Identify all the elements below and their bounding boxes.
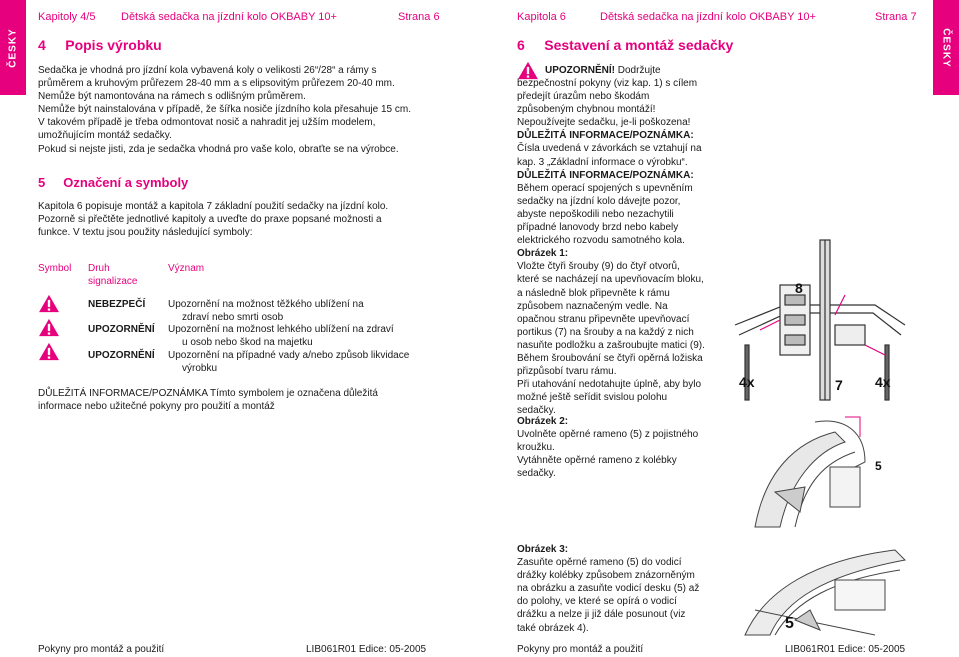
figure3-insertion-illustration xyxy=(735,540,915,640)
text-line: elektrického rozvodu samotného kola. xyxy=(517,235,685,247)
text-line: na obrázku a zasuňte vodicí desku (5) až xyxy=(517,583,700,595)
text-line: průměrem a kruhovým průřezem 28-40 mm a s elipsovitým průřezem 20-40 mm. xyxy=(38,78,395,90)
text-line: také obrázek 4). xyxy=(517,622,589,634)
section6-heading: 6 Sestavení a montáž sedačky xyxy=(517,37,734,53)
text-line: zdraví nebo smrti osob xyxy=(182,312,284,323)
text-line: Sedačka je vhodná pro jízdní kola vybavená koly o velikosti 26“/28“ a rámy s xyxy=(38,65,377,76)
text-line: Čísla uvedená v závorkách se vztahují na xyxy=(517,143,702,155)
text-line: způsobeným chybnou montáží! xyxy=(517,104,656,116)
notice-warning-icon xyxy=(38,342,60,361)
text-line: Pozorně si přečtěte jednotlivé kapitoly a uveďte do praxe popsané možnosti a xyxy=(38,214,382,226)
footer-left: Pokyny pro montáž a použití xyxy=(38,644,165,655)
figure-title: Obrázek 3: xyxy=(517,544,569,555)
note-title: DŮLEŽITÁ INFORMACE/POZNÁMKA: xyxy=(517,169,694,181)
header-chapters: Kapitoly 4/5 xyxy=(38,11,96,23)
text-line: sedačky. xyxy=(517,405,556,417)
note-title: DŮLEŽITÁ INFORMACE/POZNÁMKA: xyxy=(517,130,694,142)
text-line: funkce. V textu jsou použity následující symboly: xyxy=(38,227,253,239)
table-row-type: NEBEZPEČÍ xyxy=(88,299,146,310)
text-line: drážku a nelze ji již dále posunout (viz xyxy=(517,609,686,621)
section4-heading: 4 Popis výrobku xyxy=(38,37,162,53)
text-line: a následně blok připevněte k rámu xyxy=(517,287,670,299)
text-line: Uvolněte opěrné rameno (5) z pojistného xyxy=(517,429,699,441)
table-row-meaning xyxy=(168,349,409,375)
side-language-tab xyxy=(933,0,959,95)
footer-right: LIB061R01 Edice: 05-2005 xyxy=(306,644,427,655)
table-row-meaning xyxy=(168,323,394,349)
warning-label: UPOZORNĚNÍ! xyxy=(545,65,615,76)
figure-label: 4x xyxy=(739,374,755,390)
table-header-type xyxy=(88,262,137,288)
text-line: Během šroubování se čtyři opěrná ložiska xyxy=(517,352,703,364)
header-chapters: Kapitola 6 xyxy=(517,11,566,23)
figure-label: 5 xyxy=(785,615,794,632)
text-line: Vytáhněte opěrné rameno z kolébky xyxy=(517,455,677,467)
figure3-text xyxy=(517,543,699,635)
caution-warning-icon xyxy=(38,318,60,337)
text-line: sedačky na jízdní kolo dávejte pozor, xyxy=(517,195,681,207)
text-line: Nemůže být nainstalována v případě, že šířka nosiče jízdního kola přesahuje 15 cm. xyxy=(38,104,411,116)
table-header-meaning: Význam xyxy=(168,263,205,274)
text-line: portikus (7) na šrouby a na každý z nich xyxy=(517,326,694,338)
text-line: Pokud si nejste jisti, zda je sedačka vhodná pro vaše kolo, obraťte se na výrobce. xyxy=(38,143,399,155)
figure-label: 7 xyxy=(835,377,843,393)
table-row-type: UPOZORNĚNÍ xyxy=(88,350,155,361)
text-line: případné lanovody brzd nebo kabely xyxy=(517,222,679,234)
figure-label: 5 xyxy=(875,459,882,473)
text-line: opačnou stranu připevněte upevňovací xyxy=(517,313,690,325)
footer-right: LIB061R01 Edice: 05-2005 xyxy=(785,644,906,655)
text-line: Nepoužívejte sedačku, je-li poškozena! xyxy=(517,117,691,129)
warning-line xyxy=(545,64,661,77)
text-line: drážky kolébky způsobem znázorněným xyxy=(517,570,695,582)
side-language-tab xyxy=(0,0,26,95)
text-line: Upozornění na možnost lehkého ublížení na zdraví xyxy=(168,324,394,335)
text-line: Nemůže být namontována na rámech s odlišným průměrem. xyxy=(38,91,306,103)
text-line: Upozornění na možnost těžkého ublížení na xyxy=(168,299,364,310)
text-line: Kapitola 6 popisuje montáž a kapitola 7 základní použití sedačky na jízdní kolo. xyxy=(38,201,389,212)
text-line: kroužku. xyxy=(517,442,555,454)
text-line: abyste nepoškodili nebo nezachytili xyxy=(517,208,674,220)
warning-text: Dodržujte xyxy=(615,65,661,76)
section4-body xyxy=(38,64,411,156)
text-line: bezpečnostní pokyny (viz kap. 1) s cílem xyxy=(517,78,698,89)
figure-title: Obrázek 2: xyxy=(517,416,569,427)
figure2-arm-illustration xyxy=(735,412,895,532)
text-line: výrobku xyxy=(182,363,218,374)
text-line: způsobem naznačeným vedle. Na xyxy=(517,300,668,312)
text-line: Při utahování nedotahujte úplně, aby bylo xyxy=(517,379,702,391)
side-language-label: ČESKY xyxy=(940,27,952,68)
section5-body xyxy=(38,200,388,239)
table-row-meaning xyxy=(168,298,364,324)
footer-left: Pokyny pro montáž a použití xyxy=(517,644,644,655)
text-line: informace nebo užitečné pokyny pro použití a montáž xyxy=(38,401,275,413)
text-line: přizpůsobí tvaru rámu. xyxy=(517,366,617,378)
important-note xyxy=(38,387,378,413)
table-header-symbol: Symbol xyxy=(38,263,72,274)
figure-label: 8 xyxy=(795,280,803,296)
header-title: Dětská sedačka na jízdní kolo OKBABY 10+ xyxy=(121,11,337,23)
figure1-mounting-illustration xyxy=(725,235,925,405)
text-line: sedačky. xyxy=(517,468,556,480)
table-row-type: UPOZORNĚNÍ xyxy=(88,324,155,335)
text-line: V takovém případě je třeba odmontovat nosič a nahradit jej užším modelem, xyxy=(38,117,376,129)
text-line: DŮLEŽITÁ INFORMACE/POZNÁMKA Tímto symbolem je označena důležitá xyxy=(38,388,378,399)
figure-label: 4x xyxy=(875,374,891,390)
text-line: možné ještě seřídit svislou polohu xyxy=(517,392,668,404)
table-header-type-line: Druh xyxy=(88,263,110,274)
header-page: Strana 6 xyxy=(398,11,440,23)
text-line: Vložte čtyři šrouby (9) do čtyř otvorů, xyxy=(517,261,680,273)
text-line: Zasuňte opěrné rameno (5) do vodicí xyxy=(517,557,682,569)
text-line: kap. 3 „Základní informace o výrobku“. xyxy=(517,156,688,168)
text-line: Upozornění na případné vady a/nebo způsob likvidace xyxy=(168,350,410,361)
text-line: předejít úrazům nebo škodám xyxy=(517,91,650,103)
header-page: Strana 7 xyxy=(875,11,917,23)
text-line: do polohy, ve které se opírá o vodicí xyxy=(517,596,677,608)
figure-title: Obrázek 1: xyxy=(517,248,569,260)
danger-warning-icon xyxy=(38,294,60,313)
text-line: umožňujícím montáž sedačky. xyxy=(38,130,172,142)
section5-heading: 5 Označení a symboly xyxy=(38,175,189,190)
text-line: které se nacházejí na upevňovacím bloku, xyxy=(517,274,704,286)
text-line: Během operací spojených s upevněním xyxy=(517,182,693,194)
table-header-type-line: signalizace xyxy=(88,276,138,287)
figure2-text xyxy=(517,415,698,480)
header-title: Dětská sedačka na jízdní kolo OKBABY 10+ xyxy=(600,11,816,23)
right-body xyxy=(517,77,705,417)
text-line: u osob nebo škod na majetku xyxy=(182,337,313,348)
side-language-label: ČESKY xyxy=(7,27,19,68)
text-line: nasuňte podložku a zašroubujte matici (9). xyxy=(517,339,705,351)
